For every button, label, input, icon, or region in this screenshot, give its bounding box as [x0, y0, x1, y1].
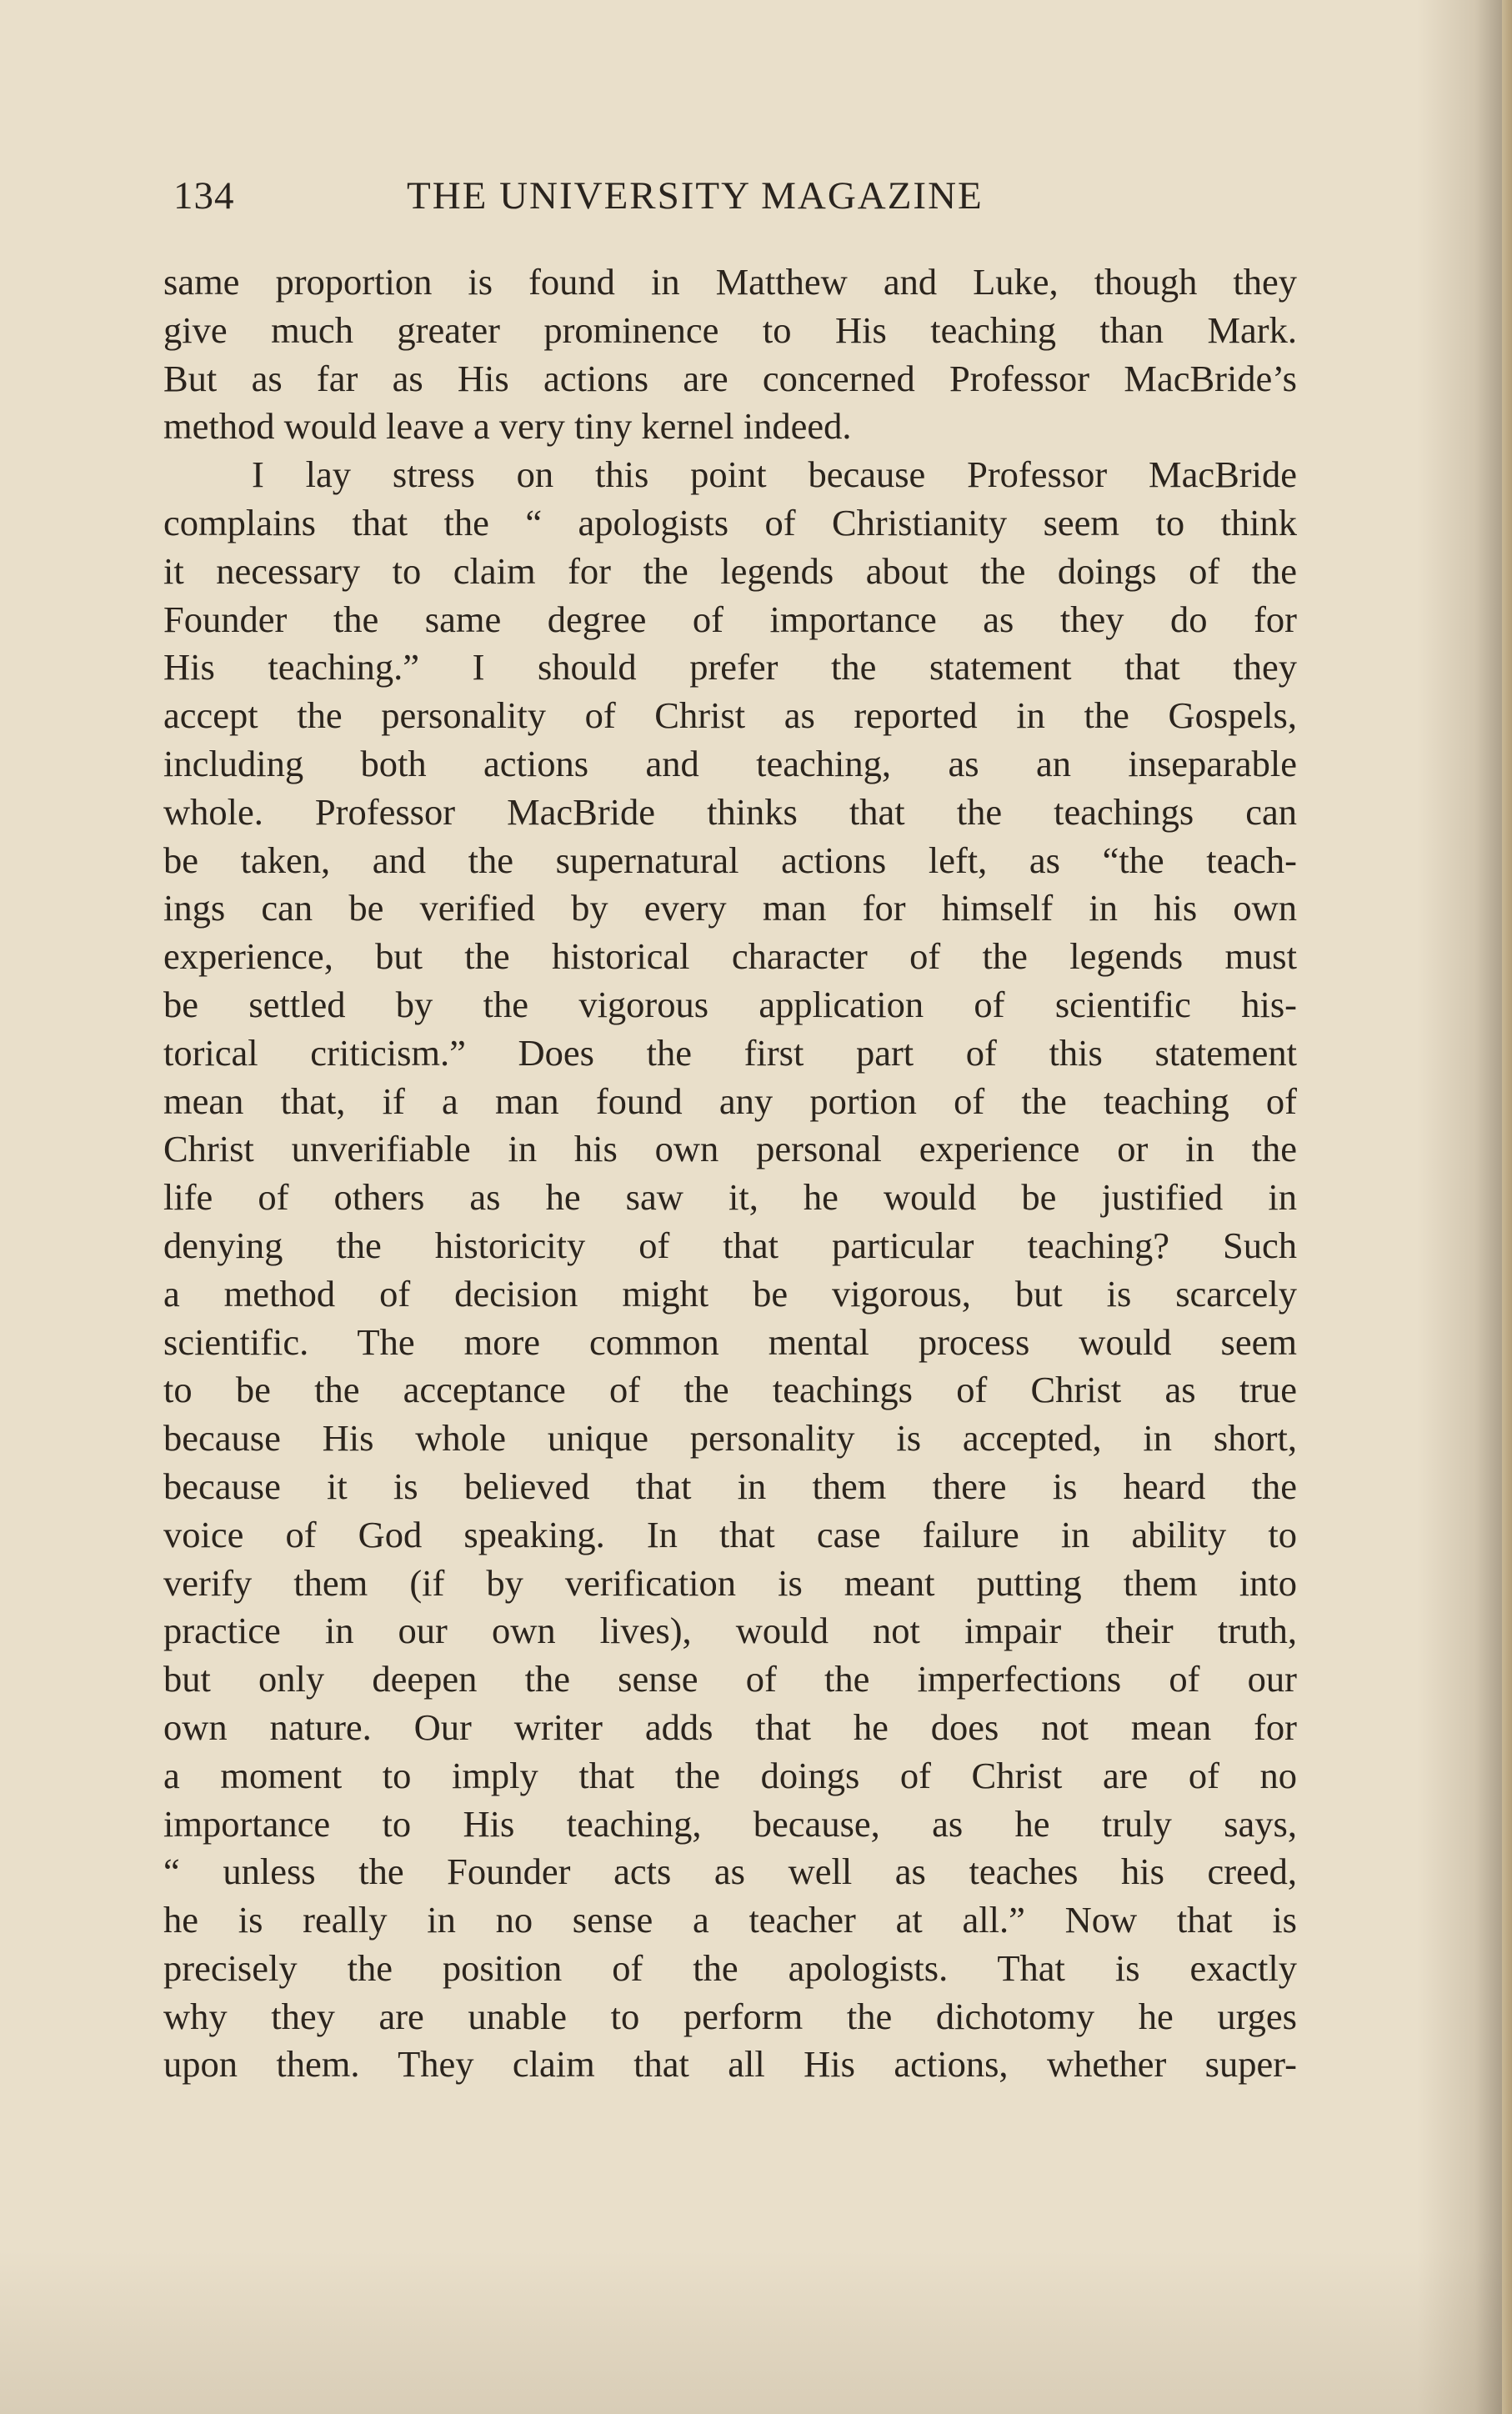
text-line: life of others as he saw it, he would be justified in	[163, 1176, 1297, 1219]
body-text	[163, 258, 1297, 2089]
text-line: ings can be verified by every man for himself in his own	[163, 887, 1297, 929]
text-line: be settled by the vigorous application of scientific his-	[163, 983, 1297, 1025]
page-number: 134	[173, 174, 235, 218]
text-line: torical criticism.” Does the first part of this statement	[163, 1031, 1297, 1074]
text-line: importance to His teaching, because, as he truly says,	[163, 1802, 1297, 1845]
text-line: upon them. They claim that all His actions, whether super-	[163, 2043, 1297, 2086]
text-line: whole. Professor MacBride thinks that the teachings can	[163, 790, 1297, 833]
text-line: own nature. Our writer adds that he does not mean for	[163, 1705, 1297, 1748]
text-line: mean that, if a man found any portion of the teaching of	[163, 1079, 1297, 1122]
text-line: Christ unverifiable in his own personal experience or in the	[163, 1128, 1297, 1170]
text-line: to be the acceptance of the teachings of Christ as true	[163, 1369, 1297, 1411]
text-line: he is really in no sense a teacher at all.” Now that is	[163, 1899, 1297, 1941]
text-line: But as far as His actions are concerned Professor MacBride’s	[163, 357, 1297, 399]
text-line: a method of decision might be vigorous, but is scarcely	[163, 1272, 1297, 1315]
text-line: verify them (if by verification is meant putting them into	[163, 1561, 1297, 1604]
page-header	[173, 173, 1399, 232]
text-line: accept the personality of Christ as reported in the Gospels,	[163, 694, 1297, 737]
text-line: why they are unable to perform the dichotomy he urges	[163, 1995, 1297, 2037]
text-line: Founder the same degree of importance as they do for	[163, 598, 1297, 640]
text-line: I lay stress on this point because Professor MacBride	[252, 453, 1297, 496]
text-line: scientific. The more common mental process would seem	[163, 1320, 1297, 1363]
page-edge	[1502, 0, 1512, 2414]
text-line: denying the historicity of that particular teaching? Such	[163, 1224, 1297, 1266]
text-line: complains that the “ apologists of Christianity seem to think	[163, 501, 1297, 543]
text-line: experience, but the historical character of the legends must	[163, 935, 1297, 978]
text-line: be taken, and the supernatural actions left, as “the teach-	[163, 839, 1297, 881]
text-line: voice of God speaking. In that case failure in ability to	[163, 1513, 1297, 1555]
text-line: it necessary to claim for the legends about the doings of the	[163, 549, 1297, 592]
text-line: a moment to imply that the doings of Christ are of no	[163, 1754, 1297, 1796]
text-line: “ unless the Founder acts as well as teaches his creed,	[163, 1851, 1297, 1893]
text-line: but only deepen the sense of the imperfections of our	[163, 1658, 1297, 1700]
text-line: same proportion is found in Matthew and Luke, though they	[163, 261, 1297, 303]
text-line: His teaching.” I should prefer the statement that they	[163, 646, 1297, 689]
text-line: give much greater prominence to His teaching than Mark.	[163, 308, 1297, 351]
running-title: THE UNIVERSITY MAGAZINE	[407, 174, 984, 218]
text-line: precisely the position of the apologists. That is exactly	[163, 1946, 1297, 1989]
text-line: including both actions and teaching, as an inseparable	[163, 742, 1297, 784]
text-line: practice in our own lives), would not impair their truth,	[163, 1610, 1297, 1652]
text-line: method would leave a very tiny kernel indeed.	[163, 405, 852, 448]
text-line: because it is believed that in them there is heard the	[163, 1465, 1297, 1507]
text-line: because His whole unique personality is accepted, in short,	[163, 1417, 1297, 1460]
